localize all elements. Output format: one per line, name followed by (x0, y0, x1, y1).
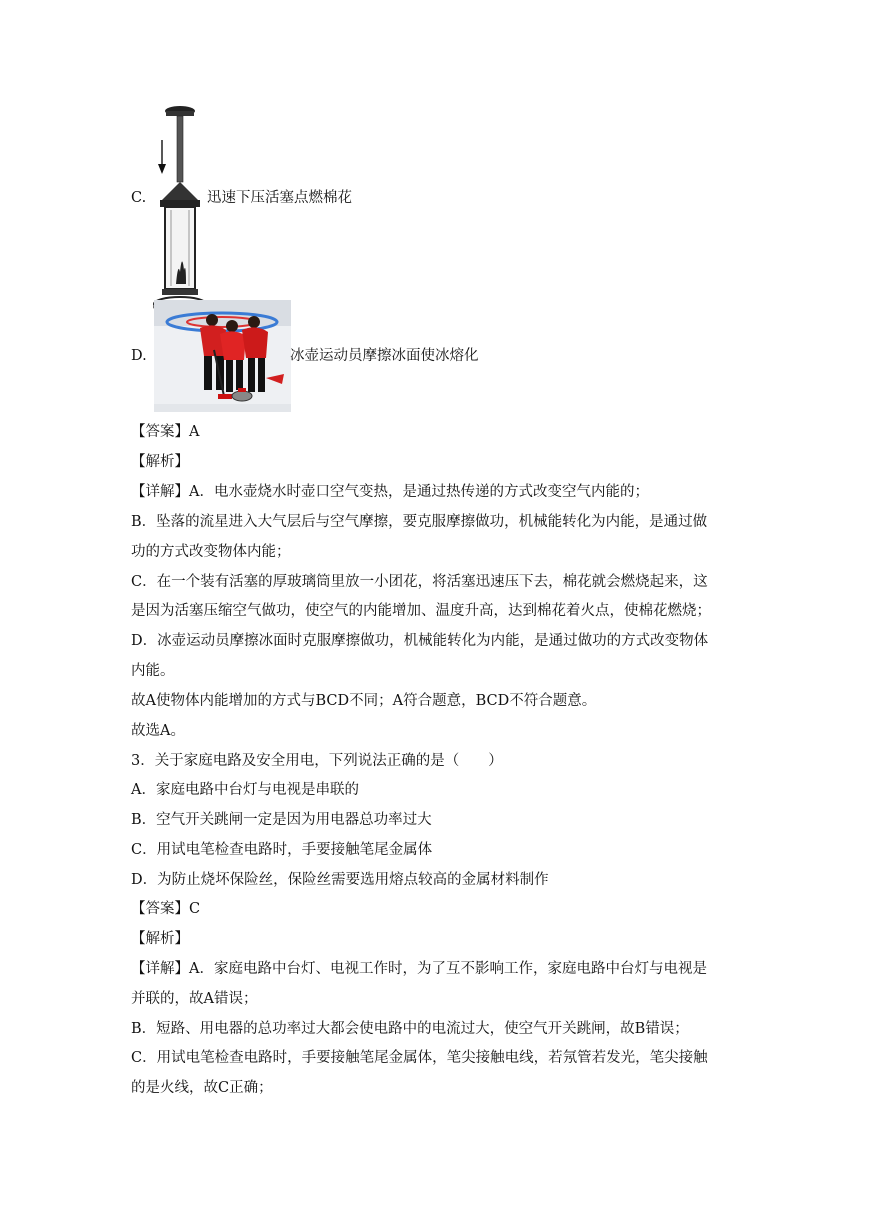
q3-option-a: A．家庭电路中台灯与电视是串联的 (131, 782, 359, 798)
q2-analysis-heading: 【解析】 (131, 454, 189, 470)
piston-cylinder-figure (150, 102, 210, 316)
q3-option-b: B．空气开关跳闸一定是因为用电器总功率过大 (131, 812, 432, 828)
option-c-caption: 迅速下压活塞点燃棉花 (207, 190, 352, 206)
q3-detail-line: C．用试电笔检查电路时，手要接触笔尾金属体，笔尖接触电线，若氖管若发光，笔尖接触 (131, 1050, 708, 1066)
q3-option-c: C．用试电笔检查电路时，手要接触笔尾金属体 (131, 842, 433, 858)
q2-conclusion: 故A使物体内能增加的方式与BCD不同；A符合题意，BCD不符合题意。 (131, 693, 597, 709)
q2-detail-line: D．冰壶运动员摩擦冰面时克服摩擦做功，机械能转化为内能，是通过做功的方式改变物体 (131, 633, 709, 649)
q2-detail-line: 功的方式改变物体内能； (131, 544, 291, 560)
q2-detail-line: 是因为活塞压缩空气做功，使空气的内能增加、温度升高，达到棉花着火点，使棉花燃烧； (131, 603, 711, 619)
q2-answer: 【答案】A (131, 424, 200, 440)
q3-option-d: D．为防止烧坏保险丝，保险丝需要选用熔点较高的金属材料制作 (131, 872, 549, 888)
q2-choice: 故选A。 (131, 723, 185, 739)
q3-detail-line: B．短路、用电器的总功率过大都会使电路中的电流过大，使空气开关跳闸，故B错误； (131, 1021, 689, 1037)
q3-stem: 3．关于家庭电路及安全用电，下列说法正确的是（ ） (131, 753, 503, 769)
q3-detail-line: 【详解】A．家庭电路中台灯、电视工作时，为了互不影响工作，家庭电路中台灯与电视是 (131, 961, 707, 977)
option-d-label: D. (131, 348, 147, 364)
curling-photo (154, 300, 291, 412)
q3-detail-line: 的是火线，故C正确； (131, 1080, 273, 1096)
q2-detail-line: 内能。 (131, 663, 175, 679)
q3-answer: 【答案】C (131, 901, 201, 917)
q2-detail-line: 【详解】A．电水壶烧水时壶口空气变热，是通过热传递的方式改变空气内能的； (131, 484, 649, 500)
q2-detail-line: C．在一个装有活塞的厚玻璃筒里放一小团花，将活塞迅速压下去，棉花就会燃烧起来，这 (131, 574, 708, 590)
q2-detail-line: B．坠落的流星进入大气层后与空气摩擦，要克服摩擦做功，机械能转化为内能，是通过做 (131, 514, 708, 530)
q3-analysis-heading: 【解析】 (131, 931, 189, 947)
option-d-caption: 冰壶运动员摩擦冰面使冰熔化 (290, 348, 479, 364)
q3-detail-line: 并联的，故A错误； (131, 991, 258, 1007)
option-c-label: C. (131, 190, 147, 206)
